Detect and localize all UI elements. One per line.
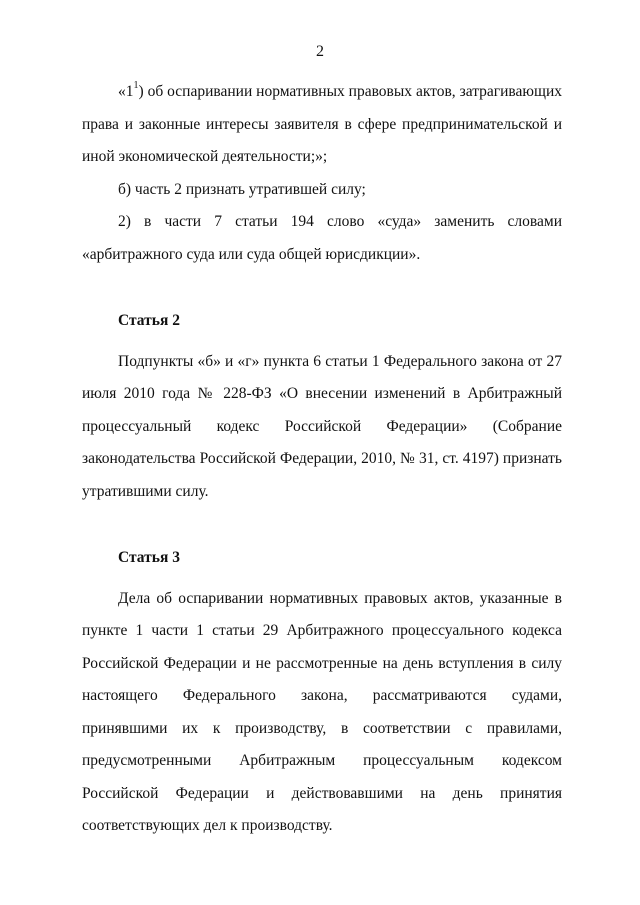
article-2-heading: Статья 2 bbox=[118, 312, 180, 329]
article-3-heading: Статья 3 bbox=[118, 549, 180, 566]
amendment-item-b: б) часть 2 признать утратившей силу; bbox=[118, 180, 366, 198]
quote-open: «1 bbox=[118, 83, 134, 100]
amendment-item-2: 2) в части 7 статьи 194 слово «суда» заменить словами «арбитражного суда или суда общей юрисдикции». bbox=[82, 213, 562, 263]
amendment-item-1-1 bbox=[82, 76, 562, 174]
superscript: 1 bbox=[133, 79, 139, 91]
article-3-text: Дела об оспаривании нормативных правовых актов, указанные в пункте 1 части 1 статьи 29 Арбитражного процессуального кодекса Российской Федерации и не рассмотренные на день вступления в силу настоящего Федерального закона, рассматриваются судами, принявшими их к производству, в соответствии с правилами, предусмотренными Арбитражным процессуальным кодексом Российской Федерации и действовавшими на день принятия соответствующих дел к производству. bbox=[82, 589, 562, 834]
document-body bbox=[82, 76, 562, 843]
amendment-item-1-1-text: ) об оспаривании нормативных правовых актов, затрагивающих права и законные интересы заявителя в сфере предпринимательской и иной экономической деятельности;»; bbox=[82, 83, 562, 165]
page-number: 2 bbox=[316, 43, 324, 60]
article-2-text: Подпункты «б» и «г» пункта 6 статьи 1 Федерального закона от 27 июля 2010 года № 228-ФЗ «О внесении изменений в Арбитражный процессуальный кодекс Российской Федерации» (Собрание законодательства Российской Федерации, 2010, № 31, ст. 4197) признать утратившими силу. bbox=[82, 352, 562, 500]
